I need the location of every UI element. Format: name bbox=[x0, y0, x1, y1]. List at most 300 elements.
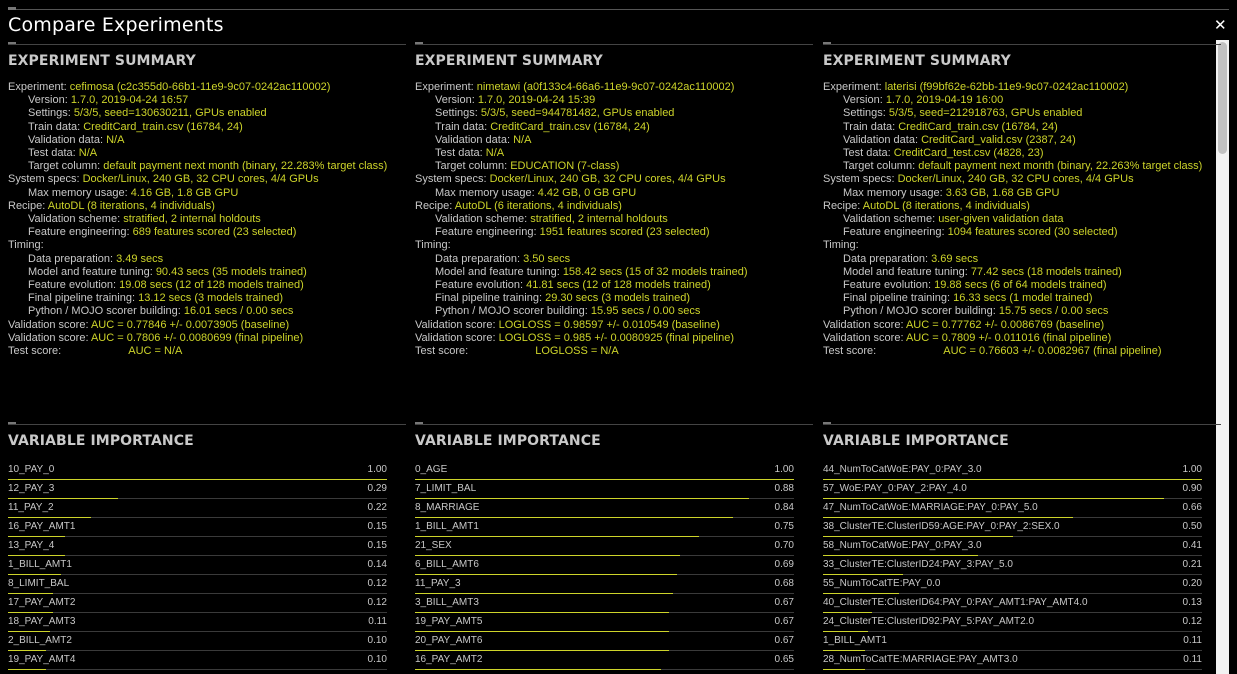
variable-name: 13_PAY_4 bbox=[8, 540, 55, 551]
summary-value: 4.42 GB, 0 GB GPU bbox=[537, 186, 637, 199]
variable-importance-value: 0.90 bbox=[1182, 483, 1202, 494]
summary-line-final-pipeline bbox=[415, 292, 813, 305]
close-icon[interactable]: ✕ bbox=[1214, 16, 1227, 34]
summary-line-recipe bbox=[823, 200, 1221, 213]
variable-importance-value: 0.66 bbox=[1182, 502, 1202, 513]
summary-line-feature-engineering bbox=[823, 226, 1221, 239]
summary-line-validation-scheme bbox=[415, 213, 813, 226]
summary-value: AUC = N/A bbox=[128, 345, 183, 358]
variable-importance-row[interactable] bbox=[415, 651, 794, 670]
summary-line-model-tuning bbox=[8, 266, 406, 279]
summary-value: LOGLOSS = 0.98597 +/- 0.010549 (baseline) bbox=[498, 318, 720, 331]
summary-value: Docker/Linux, 240 GB, 32 CPU cores, 4/4 GPUs bbox=[489, 173, 726, 186]
variable-importance-value: 0.70 bbox=[774, 540, 794, 551]
summary-line-test-data bbox=[8, 147, 406, 160]
summary-line-train-data bbox=[823, 121, 1221, 134]
summary-label: Validation data: bbox=[843, 133, 922, 146]
variable-name: 8_MARRIAGE bbox=[415, 502, 480, 513]
summary-value: LOGLOSS = 0.985 +/- 0.0080925 (final pipeline) bbox=[498, 331, 735, 344]
summary-label: Train data: bbox=[28, 120, 84, 133]
summary-line-scorer-building bbox=[415, 305, 813, 318]
variable-name: 16_PAY_AMT1 bbox=[8, 521, 76, 532]
summary-label: Recipe: bbox=[823, 199, 863, 212]
summary-label: Recipe: bbox=[8, 199, 48, 212]
summary-label: Test score: bbox=[415, 345, 472, 358]
summary-value: 19.08 secs (12 of 128 models trained) bbox=[119, 279, 304, 292]
variable-importance-row[interactable] bbox=[8, 537, 387, 556]
section-title: EXPERIMENT SUMMARY bbox=[415, 53, 603, 69]
summary-line-feature-evolution bbox=[415, 279, 813, 292]
summary-value: 1.7.0, 2019-04-24 16:57 bbox=[70, 94, 189, 107]
variable-importance-value: 0.12 bbox=[1182, 616, 1202, 627]
summary-label: Validation data: bbox=[28, 133, 107, 146]
section-rule bbox=[8, 424, 406, 425]
variable-importance-row[interactable] bbox=[8, 518, 387, 537]
summary-label: Model and feature tuning: bbox=[843, 265, 971, 278]
summary-line-timing bbox=[415, 239, 813, 252]
variable-importance-row[interactable] bbox=[8, 613, 387, 632]
summary-label: Max memory usage: bbox=[843, 186, 946, 199]
summary-line-version bbox=[8, 94, 406, 107]
variable-importance-row[interactable] bbox=[8, 594, 387, 613]
summary-value: 1.7.0, 2019-04-24 15:39 bbox=[477, 94, 596, 107]
summary-label: Settings: bbox=[28, 107, 74, 120]
variable-name: 1_BILL_AMT1 bbox=[415, 521, 479, 532]
summary-line-system-specs bbox=[8, 173, 406, 186]
summary-line-max-memory bbox=[823, 187, 1221, 200]
variable-importance-list bbox=[823, 461, 1202, 670]
summary-line-test-data bbox=[823, 147, 1221, 160]
variable-importance-row[interactable] bbox=[415, 461, 794, 480]
summary-line-feature-evolution bbox=[823, 279, 1221, 292]
summary-label: Version: bbox=[843, 94, 886, 107]
summary-label: Experiment: bbox=[8, 81, 70, 93]
section-title: VARIABLE IMPORTANCE bbox=[415, 433, 601, 449]
variable-name: 1_BILL_AMT1 bbox=[8, 559, 72, 570]
variable-importance-value: 0.69 bbox=[774, 559, 794, 570]
summary-label: Validation data: bbox=[435, 133, 514, 146]
variable-importance-list bbox=[8, 461, 387, 670]
summary-line-target-column bbox=[8, 160, 406, 173]
summary-line-validation-data bbox=[823, 134, 1221, 147]
summary-value: 15.75 secs / 0.00 secs bbox=[998, 305, 1109, 318]
window-top-rule bbox=[8, 9, 1229, 10]
summary-value: default payment next month (binary, 22.263% target class) bbox=[918, 160, 1203, 173]
summary-label: Data preparation: bbox=[843, 252, 932, 265]
variable-name: 55_NumToCatTE:PAY_0.0 bbox=[823, 578, 941, 589]
variable-importance-value: 1.00 bbox=[367, 464, 387, 475]
summary-value: 1951 features scored (23 selected) bbox=[539, 226, 710, 239]
variable-importance-row[interactable] bbox=[823, 518, 1202, 537]
summary-value: CreditCard_test.csv (4828, 23) bbox=[893, 147, 1044, 160]
variable-importance-value: 0.67 bbox=[774, 635, 794, 646]
summary-label: Validation scheme: bbox=[28, 213, 124, 226]
summary-line-experiment bbox=[8, 81, 406, 94]
section-rule bbox=[823, 424, 1221, 425]
summary-label: Model and feature tuning: bbox=[435, 265, 563, 278]
summary-value: AUC = 0.7809 +/- 0.011016 (final pipeline) bbox=[905, 331, 1112, 344]
summary-value: 5/3/5, seed=130630211, GPUs enabled bbox=[73, 107, 267, 120]
summary-block bbox=[823, 81, 1221, 358]
summary-value: 5/3/5, seed=212918763, GPUs enabled bbox=[888, 107, 1083, 120]
summary-line-val-score-final bbox=[415, 332, 813, 345]
summary-line-settings bbox=[8, 107, 406, 120]
summary-line-val-score-baseline bbox=[415, 319, 813, 332]
variable-importance-value: 0.11 bbox=[1183, 635, 1202, 646]
variable-name: 19_PAY_AMT4 bbox=[8, 654, 76, 665]
variable-name: 19_PAY_AMT5 bbox=[415, 616, 483, 627]
variable-importance-row[interactable] bbox=[415, 480, 794, 499]
summary-line-train-data bbox=[415, 121, 813, 134]
summary-value: AutoDL (8 iterations, 4 individuals) bbox=[47, 199, 215, 212]
summary-value: 77.42 secs (18 models trained) bbox=[970, 265, 1122, 278]
variable-name: 21_SEX bbox=[415, 540, 452, 551]
importance-bar bbox=[823, 669, 865, 670]
summary-value: 29.30 secs (3 models trained) bbox=[545, 292, 690, 305]
summary-value: cefimosa (c2c355d0-66b1-11e9-9c07-0242ac110002) bbox=[69, 81, 331, 93]
summary-label: Train data: bbox=[843, 120, 899, 133]
variable-importance-value: 1.00 bbox=[1182, 464, 1202, 475]
variable-importance-row[interactable] bbox=[823, 632, 1202, 651]
section-title: VARIABLE IMPORTANCE bbox=[8, 433, 194, 449]
variable-importance-row[interactable] bbox=[415, 632, 794, 651]
variable-importance-value: 0.75 bbox=[774, 521, 794, 532]
summary-value: AUC = 0.7806 +/- 0.0080699 (final pipeline) bbox=[90, 331, 304, 344]
summary-label: Recipe: bbox=[415, 199, 455, 212]
variable-name: 16_PAY_AMT2 bbox=[415, 654, 483, 665]
variable-importance-value: 0.12 bbox=[367, 597, 387, 608]
summary-label: Test score: bbox=[823, 345, 880, 358]
variable-importance-value: 0.67 bbox=[774, 616, 794, 627]
variable-name: 57_WoE:PAY_0:PAY_2:PAY_4.0 bbox=[823, 483, 967, 494]
summary-line-data-preparation bbox=[415, 253, 813, 266]
summary-value: CreditCard_train.csv (16784, 24) bbox=[83, 120, 243, 133]
summary-value: 19.88 secs (6 of 64 models trained) bbox=[934, 279, 1107, 292]
summary-label: Version: bbox=[28, 94, 71, 107]
summary-line-max-memory bbox=[415, 187, 813, 200]
variable-importance-value: 0.13 bbox=[1182, 597, 1202, 608]
summary-value: 16.01 secs / 0.00 secs bbox=[183, 305, 294, 318]
variable-importance-row[interactable] bbox=[8, 556, 387, 575]
variable-name: 40_ClusterTE:ClusterID64:PAY_0:PAY_AMT1:PAY_AMT4.0 bbox=[823, 597, 1088, 608]
summary-value: 689 features scored (23 selected) bbox=[132, 226, 297, 239]
variable-importance-value: 0.41 bbox=[1182, 540, 1202, 551]
summary-label: Max memory usage: bbox=[28, 186, 131, 199]
summary-line-model-tuning bbox=[823, 266, 1221, 279]
summary-line-final-pipeline bbox=[8, 292, 406, 305]
summary-line-val-score-baseline bbox=[8, 319, 406, 332]
summary-label: Timing: bbox=[8, 239, 44, 252]
variable-importance-row[interactable] bbox=[8, 461, 387, 480]
summary-value: 3.50 secs bbox=[523, 252, 571, 265]
variable-name: 8_LIMIT_BAL bbox=[8, 578, 70, 589]
variable-name: 11_PAY_3 bbox=[415, 578, 461, 589]
summary-value: AUC = 0.77846 +/- 0.0073905 (baseline) bbox=[90, 318, 290, 331]
summary-label: Feature evolution: bbox=[28, 279, 120, 292]
summary-line-validation-data bbox=[415, 134, 813, 147]
summary-line-test-score bbox=[8, 345, 406, 358]
summary-line-val-score-final bbox=[823, 332, 1221, 345]
variable-importance-row[interactable] bbox=[415, 518, 794, 537]
variable-importance-value: 0.65 bbox=[774, 654, 794, 665]
summary-label: Final pipeline training: bbox=[843, 292, 954, 305]
section-rule bbox=[8, 44, 406, 45]
summary-value: 5/3/5, seed=944781482, GPUs enabled bbox=[480, 107, 675, 120]
summary-value: LOGLOSS = N/A bbox=[535, 345, 619, 358]
summary-line-recipe bbox=[415, 200, 813, 213]
experiment-summary-column bbox=[823, 44, 1221, 358]
variable-name: 38_ClusterTE:ClusterID59:AGE:PAY_0:PAY_2:SEX.0 bbox=[823, 521, 1060, 532]
summary-label: Validation score: bbox=[823, 318, 906, 331]
variable-importance-panel bbox=[823, 424, 1221, 670]
summary-line-settings bbox=[415, 107, 813, 120]
summary-label: Target column: bbox=[843, 160, 919, 173]
summary-value: CreditCard_train.csv (16784, 24) bbox=[490, 120, 650, 133]
variable-importance-value: 0.15 bbox=[367, 521, 387, 532]
summary-line-timing bbox=[8, 239, 406, 252]
summary-line-test-score bbox=[415, 345, 813, 358]
summary-label: Validation scheme: bbox=[843, 213, 939, 226]
summary-line-test-score bbox=[823, 345, 1221, 358]
summary-value: N/A bbox=[513, 133, 532, 146]
section-title: EXPERIMENT SUMMARY bbox=[8, 53, 196, 69]
section-rule bbox=[823, 44, 1221, 45]
summary-label: Validation score: bbox=[8, 318, 91, 331]
dialog-title: Compare Experiments bbox=[8, 14, 224, 36]
summary-line-experiment bbox=[415, 81, 813, 94]
variable-importance-row[interactable] bbox=[823, 461, 1202, 480]
variable-importance-value: 0.84 bbox=[774, 502, 794, 513]
variable-importance-row[interactable] bbox=[823, 537, 1202, 556]
summary-value: 1094 features scored (30 selected) bbox=[947, 226, 1118, 239]
summary-label: Validation score: bbox=[415, 318, 499, 331]
summary-value: default payment next month (binary, 22.283% target class) bbox=[103, 160, 388, 173]
variable-importance-value: 1.00 bbox=[774, 464, 794, 475]
variable-importance-row[interactable] bbox=[823, 613, 1202, 632]
summary-line-feature-engineering bbox=[8, 226, 406, 239]
summary-value: nimetawi (a0f133c4-66a6-11e9-9c07-0242ac110002) bbox=[476, 81, 735, 93]
section-rule bbox=[415, 44, 813, 45]
variable-name: 20_PAY_AMT6 bbox=[415, 635, 483, 646]
variable-importance-row[interactable] bbox=[415, 499, 794, 518]
summary-label: Data preparation: bbox=[435, 252, 524, 265]
variable-importance-row[interactable] bbox=[415, 556, 794, 575]
summary-value: N/A bbox=[78, 147, 98, 160]
summary-label: Feature engineering: bbox=[843, 226, 948, 239]
summary-line-target-column bbox=[823, 160, 1221, 173]
summary-label: Feature engineering: bbox=[28, 226, 133, 239]
summary-line-data-preparation bbox=[8, 253, 406, 266]
summary-value: AutoDL (6 iterations, 4 individuals) bbox=[454, 199, 622, 212]
summary-line-scorer-building bbox=[8, 305, 406, 318]
summary-label: Final pipeline training: bbox=[28, 292, 139, 305]
summary-line-system-specs bbox=[823, 173, 1221, 186]
variable-name: 6_BILL_AMT6 bbox=[415, 559, 479, 570]
variable-importance-row[interactable] bbox=[8, 575, 387, 594]
summary-line-target-column bbox=[415, 160, 813, 173]
summary-label: Experiment: bbox=[415, 81, 477, 93]
summary-label: Target column: bbox=[435, 160, 511, 173]
summary-value: stratified, 2 internal holdouts bbox=[123, 213, 261, 226]
summary-value: 13.12 secs (3 models trained) bbox=[138, 292, 283, 305]
summary-label: Validation score: bbox=[823, 331, 906, 344]
summary-label: Python / MOJO scorer building: bbox=[843, 305, 999, 318]
summary-value: Docker/Linux, 240 GB, 32 CPU cores, 4/4 GPUs bbox=[897, 173, 1134, 186]
variable-importance-list bbox=[415, 461, 794, 670]
summary-label: Feature evolution: bbox=[843, 279, 935, 292]
variable-name: 24_ClusterTE:ClusterID92:PAY_5:PAY_AMT2.0 bbox=[823, 616, 1035, 627]
variable-name: 47_NumToCatWoE:MARRIAGE:PAY_0:PAY_5.0 bbox=[823, 502, 1038, 513]
summary-value: 3.49 secs bbox=[116, 252, 164, 265]
variable-importance-value: 0.21 bbox=[1182, 559, 1202, 570]
variable-importance-row[interactable] bbox=[8, 651, 387, 670]
summary-label: Data preparation: bbox=[28, 252, 117, 265]
summary-value: 41.81 secs (12 of 128 models trained) bbox=[526, 279, 711, 292]
summary-label: Feature engineering: bbox=[435, 226, 540, 239]
variable-importance-value: 0.12 bbox=[367, 578, 387, 589]
variable-importance-value: 0.29 bbox=[367, 483, 387, 494]
summary-value: 1.7.0, 2019-04-19 16:00 bbox=[885, 94, 1004, 107]
variable-importance-value: 0.11 bbox=[1183, 654, 1202, 665]
summary-value: N/A bbox=[485, 147, 505, 160]
variable-importance-value: 0.50 bbox=[1182, 521, 1202, 532]
summary-value: 158.42 secs (15 of 32 models trained) bbox=[562, 265, 748, 278]
variable-importance-value: 0.10 bbox=[367, 654, 387, 665]
summary-value: 16.33 secs (1 model trained) bbox=[953, 292, 1093, 305]
summary-line-val-score-baseline bbox=[823, 319, 1221, 332]
variable-importance-row[interactable] bbox=[415, 594, 794, 613]
summary-line-scorer-building bbox=[823, 305, 1221, 318]
variable-name: 33_ClusterTE:ClusterID24:PAY_3:PAY_5.0 bbox=[823, 559, 1013, 570]
variable-importance-row[interactable] bbox=[823, 499, 1202, 518]
variable-name: 1_BILL_AMT1 bbox=[823, 635, 887, 646]
summary-value: EDUCATION (7-class) bbox=[510, 160, 620, 173]
summary-label: Python / MOJO scorer building: bbox=[435, 305, 591, 318]
variable-importance-row[interactable] bbox=[415, 537, 794, 556]
summary-label: Version: bbox=[435, 94, 478, 107]
summary-value: Docker/Linux, 240 GB, 32 CPU cores, 4/4 GPUs bbox=[82, 173, 319, 186]
variable-importance-row[interactable] bbox=[8, 632, 387, 651]
summary-block bbox=[8, 81, 406, 358]
variable-name: 11_PAY_2 bbox=[8, 502, 54, 513]
importance-bar bbox=[8, 669, 46, 670]
summary-label: Validation scheme: bbox=[435, 213, 531, 226]
variable-name: 12_PAY_3 bbox=[8, 483, 55, 494]
variable-name: 18_PAY_AMT3 bbox=[8, 616, 76, 627]
variable-importance-row[interactable] bbox=[823, 651, 1202, 670]
variable-name: 44_NumToCatWoE:PAY_0:PAY_3.0 bbox=[823, 464, 982, 475]
summary-line-model-tuning bbox=[415, 266, 813, 279]
variable-importance-panel bbox=[415, 424, 813, 670]
variable-importance-row[interactable] bbox=[8, 499, 387, 518]
section-rule bbox=[415, 424, 813, 425]
summary-block bbox=[415, 81, 813, 358]
summary-label: System specs: bbox=[8, 173, 83, 186]
summary-label: Experiment: bbox=[823, 81, 885, 93]
summary-line-settings bbox=[823, 107, 1221, 120]
summary-label: Target column: bbox=[28, 160, 104, 173]
summary-line-version bbox=[415, 94, 813, 107]
importance-bar bbox=[415, 669, 661, 670]
summary-line-system-specs bbox=[415, 173, 813, 186]
variable-importance-panel bbox=[8, 424, 406, 670]
summary-label: Final pipeline training: bbox=[435, 292, 546, 305]
summary-label: Train data: bbox=[435, 120, 491, 133]
summary-value: 15.95 secs / 0.00 secs bbox=[590, 305, 701, 318]
section-title: VARIABLE IMPORTANCE bbox=[823, 433, 1009, 449]
summary-line-recipe bbox=[8, 200, 406, 213]
variable-name: 2_BILL_AMT2 bbox=[8, 635, 72, 646]
summary-value: CreditCard_train.csv (16784, 24) bbox=[898, 120, 1058, 133]
summary-line-validation-data bbox=[8, 134, 406, 147]
summary-line-feature-evolution bbox=[8, 279, 406, 292]
summary-line-validation-scheme bbox=[8, 213, 406, 226]
variable-name: 3_BILL_AMT3 bbox=[415, 597, 479, 608]
summary-value: 3.69 secs bbox=[931, 252, 979, 265]
summary-value: stratified, 2 internal holdouts bbox=[530, 213, 668, 226]
variable-importance-row[interactable] bbox=[8, 480, 387, 499]
variable-importance-value: 0.11 bbox=[368, 616, 387, 627]
summary-label: Settings: bbox=[843, 107, 889, 120]
summary-line-val-score-final bbox=[8, 332, 406, 345]
summary-label: Python / MOJO scorer building: bbox=[28, 305, 184, 318]
variable-name: 0_AGE bbox=[415, 464, 448, 475]
summary-line-validation-scheme bbox=[823, 213, 1221, 226]
summary-label: Feature evolution: bbox=[435, 279, 527, 292]
summary-value: 3.63 GB, 1.68 GB GPU bbox=[945, 186, 1060, 199]
summary-value: 90.43 secs (35 models trained) bbox=[155, 265, 307, 278]
variable-importance-value: 0.14 bbox=[367, 559, 387, 570]
variable-importance-row[interactable] bbox=[415, 575, 794, 594]
variable-importance-value: 0.22 bbox=[367, 502, 387, 513]
summary-line-timing bbox=[823, 239, 1221, 252]
summary-label: Settings: bbox=[435, 107, 481, 120]
variable-name: 10_PAY_0 bbox=[8, 464, 55, 475]
variable-importance-row[interactable] bbox=[823, 575, 1202, 594]
summary-label: Test data: bbox=[28, 147, 79, 160]
experiment-summary-column bbox=[8, 44, 406, 358]
variable-importance-row[interactable] bbox=[823, 556, 1202, 575]
experiment-summary-column bbox=[415, 44, 813, 358]
summary-line-version bbox=[823, 94, 1221, 107]
summary-label: Model and feature tuning: bbox=[28, 265, 156, 278]
variable-importance-value: 0.88 bbox=[774, 483, 794, 494]
summary-value: user-given validation data bbox=[938, 213, 1064, 226]
variable-name: 7_LIMIT_BAL bbox=[415, 483, 477, 494]
summary-line-max-memory bbox=[8, 187, 406, 200]
variable-importance-value: 0.68 bbox=[774, 578, 794, 589]
summary-label: Validation score: bbox=[8, 331, 91, 344]
summary-line-data-preparation bbox=[823, 253, 1221, 266]
summary-line-feature-engineering bbox=[415, 226, 813, 239]
summary-value: AUC = 0.77762 +/- 0.0086769 (baseline) bbox=[905, 318, 1105, 331]
variable-importance-value: 0.15 bbox=[367, 540, 387, 551]
variable-name: 17_PAY_AMT2 bbox=[8, 597, 76, 608]
variable-importance-row[interactable] bbox=[415, 613, 794, 632]
summary-label: Timing: bbox=[415, 239, 451, 252]
summary-label: Test score: bbox=[8, 345, 65, 358]
summary-value: AUC = 0.76603 +/- 0.0082967 (final pipeline) bbox=[943, 345, 1162, 358]
variable-importance-row[interactable] bbox=[823, 480, 1202, 499]
summary-label: Max memory usage: bbox=[435, 186, 538, 199]
summary-label: System specs: bbox=[415, 173, 490, 186]
summary-line-test-data bbox=[415, 147, 813, 160]
variable-importance-row[interactable] bbox=[823, 594, 1202, 613]
variable-importance-value: 0.67 bbox=[774, 597, 794, 608]
variable-name: 28_NumToCatTE:MARRIAGE:PAY_AMT3.0 bbox=[823, 654, 1018, 665]
summary-label: Test data: bbox=[843, 147, 894, 160]
summary-line-train-data bbox=[8, 121, 406, 134]
